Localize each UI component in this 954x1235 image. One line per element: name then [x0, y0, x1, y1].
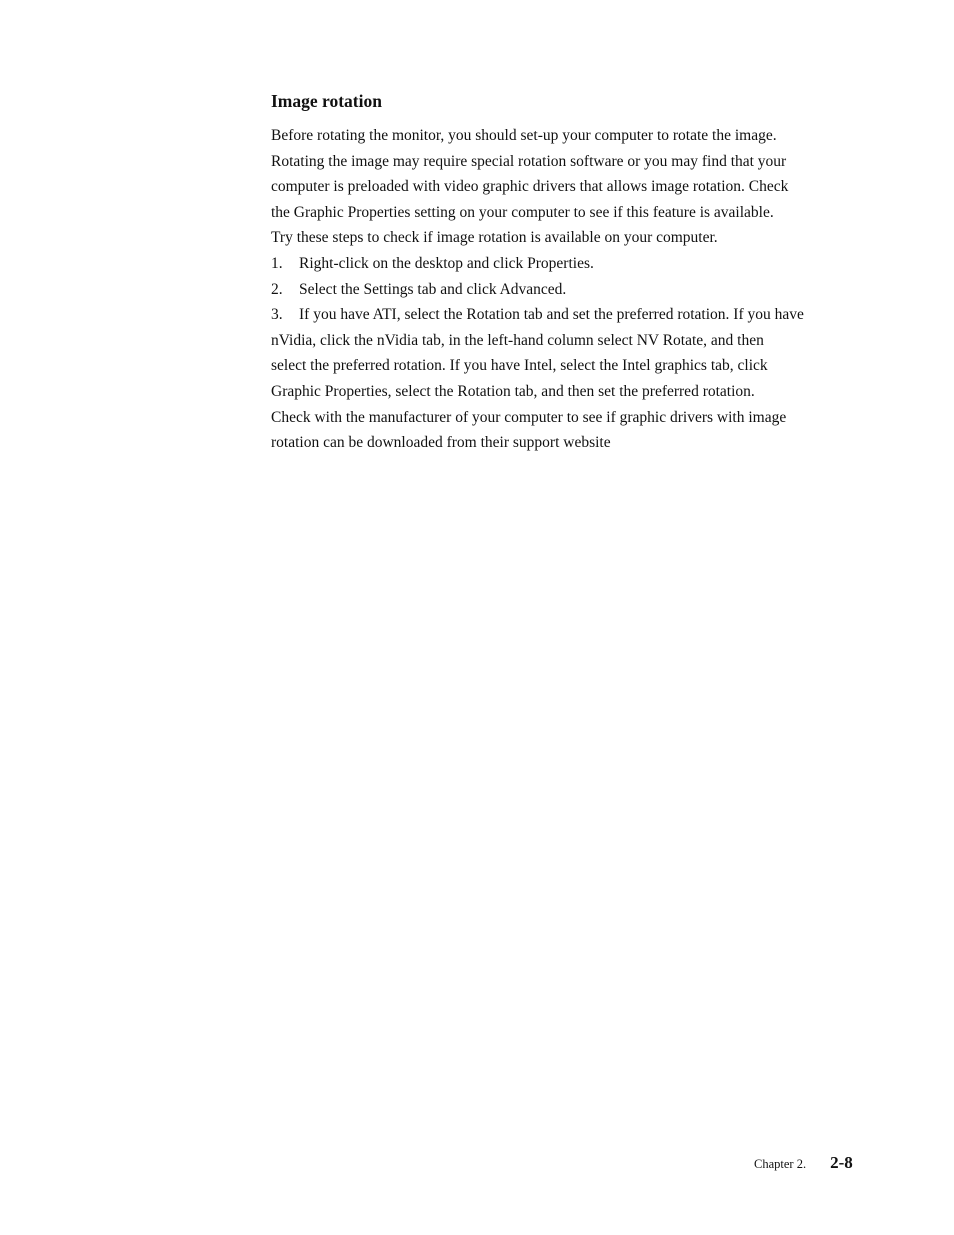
- intro-line: Try these steps to check if image rotation is available on your computer.: [271, 229, 718, 247]
- closing-line: Check with the manufacturer of your computer to see if graphic drivers with image: [271, 408, 787, 426]
- step-text: Right-click on the desktop and click Properties.: [299, 254, 594, 272]
- step-continuation-line: select the preferred rotation. If you have Intel, select the Intel graphics tab, click: [271, 357, 768, 375]
- step-number: 1.: [271, 254, 283, 272]
- step-item: [271, 302, 871, 328]
- intro-line: the Graphic Properties setting on your computer to see if this feature is available.: [271, 203, 774, 221]
- step-text: Select the Settings tab and click Advanced.: [299, 280, 567, 298]
- intro-line: Rotating the image may require special rotation software or you may find that your: [271, 152, 787, 170]
- step-continuation-line: nVidia, click the nVidia tab, in the left-hand column select NV Rotate, and then: [271, 331, 764, 349]
- closing-paragraph: [271, 405, 871, 456]
- intro-line: Before rotating the monitor, you should set-up your computer to rotate the image.: [271, 127, 777, 144]
- step-text: If you have ATI, select the Rotation tab and set the preferred rotation. If you have: [299, 306, 804, 324]
- steps-list: [271, 251, 871, 405]
- closing-line: rotation can be downloaded from their support website: [271, 434, 611, 452]
- section-heading: Image rotation: [271, 91, 382, 111]
- step-item: [271, 277, 871, 303]
- step-continuation-line: Graphic Properties, select the Rotation tab, and then set the preferred rotation.: [271, 382, 755, 400]
- step-number: 3.: [271, 306, 283, 324]
- document-body: [271, 88, 871, 456]
- footer-chapter: Chapter 2.: [754, 1157, 807, 1171]
- step-item: [271, 251, 871, 277]
- page-number: 2-8: [830, 1153, 853, 1172]
- step-number: 2.: [271, 280, 283, 298]
- page-footer: [754, 1153, 853, 1173]
- intro-line: computer is preloaded with video graphic drivers that allows image rotation. Check: [271, 178, 789, 196]
- intro-paragraph: [271, 123, 871, 251]
